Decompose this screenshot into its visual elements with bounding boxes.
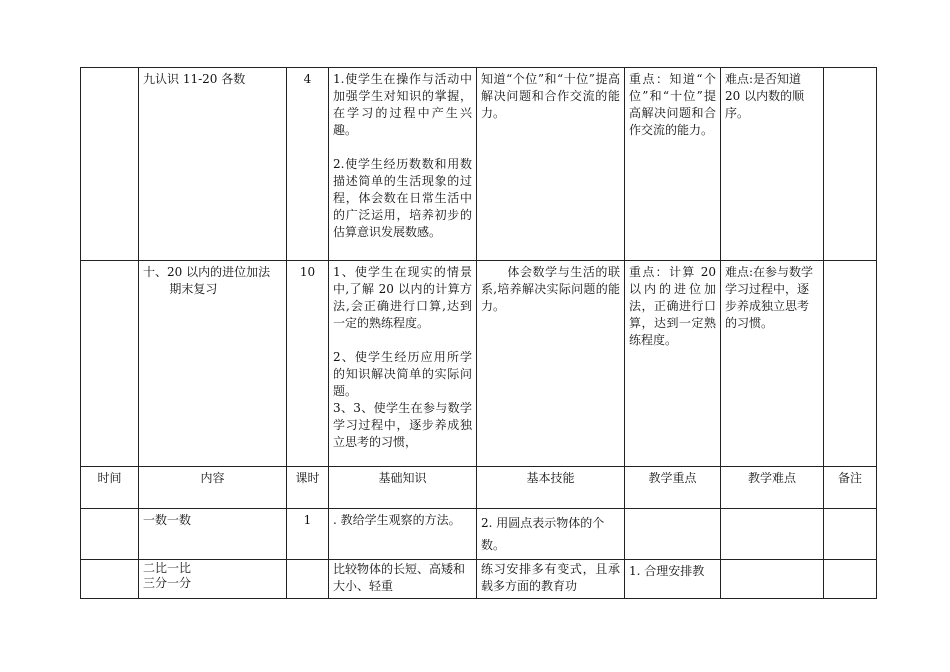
header-difficulty: 教学难点 (721, 467, 824, 509)
table-row (81, 261, 877, 467)
knowledge-cell: 1.使学生在操作与活动中加强学生对知识的掌握，在学习的过程中产生兴趣。 2.使学生经历数数和用数描述简单的生活现象的过程，体会数在日常生活中的广泛运用，培养初步的估算意识发展数感。 (329, 68, 477, 261)
teaching-plan-table (80, 67, 877, 599)
time-cell (81, 560, 139, 599)
key-point-cell: 重点：知道“个位”和“十位”提高解决问题和合作交流的能力。 (625, 68, 721, 261)
skills-cell: 2. 用圆点表示物体的个数。 (477, 509, 625, 560)
time-cell (81, 261, 139, 467)
key-point-cell (625, 509, 721, 560)
table-row (81, 560, 877, 599)
header-row (81, 467, 877, 509)
header-key: 教学重点 (625, 467, 721, 509)
header-content: 内容 (139, 467, 287, 509)
time-cell (81, 68, 139, 261)
skills-cell: 练习安排多有变式，且承载多方面的教育功 (477, 560, 625, 599)
hours-cell: 1 (287, 509, 329, 560)
content-cell: 一数一数 (139, 509, 287, 560)
notes-cell (824, 261, 877, 467)
header-knowledge: 基础知识 (329, 467, 477, 509)
knowledge-cell: . 教给学生观察的方法。 (329, 509, 477, 560)
difficulty-cell: 难点:在参与数学学习过程中，逐步养成独立思考的习惯。 (721, 261, 824, 467)
header-skills: 基本技能 (477, 467, 625, 509)
hours-cell: 4 (287, 68, 329, 261)
difficulty-cell (721, 560, 824, 599)
notes-cell (824, 68, 877, 261)
skills-cell: 体会数学与生活的联系,培养解决实际问题的能力。 (477, 261, 625, 467)
table-row (81, 68, 877, 261)
notes-cell (824, 560, 877, 599)
knowledge-cell: 比较物体的长短、高矮和大小、轻重 (329, 560, 477, 599)
content-cell: 二比一比 三分一分 (139, 560, 287, 599)
key-point-cell: 重点：计算 20 以内的进位加法，正确进行口算，达到一定熟练程度。 (625, 261, 721, 467)
hours-cell: 10 (287, 261, 329, 467)
content-cell: 九认识 11-20 各数 (139, 68, 287, 261)
header-notes: 备注 (824, 467, 877, 509)
hours-cell (287, 560, 329, 599)
skills-cell: 知道“个位”和“十位”提高解决问题和合作交流的能力。 (477, 68, 625, 261)
content-cell: 十、20 以内的进位加法 期末复习 (139, 261, 287, 467)
key-point-cell: 1. 合理安排教 (625, 560, 721, 599)
time-cell (81, 509, 139, 560)
table-row (81, 509, 877, 560)
knowledge-cell: 1、使学生在现实的情景中,了解 20 以内的计算方法,会正确进行口算,达到一定的熟练程度。 2、使学生经历应用所学的知识解决简单的实际问题。 3、3、使学生在参与数学学习过程中，逐步养成独立思考的习惯， (329, 261, 477, 467)
notes-cell (824, 509, 877, 560)
difficulty-cell (721, 509, 824, 560)
header-hours: 课时 (287, 467, 329, 509)
difficulty-cell: 难点:是否知道 20 以内数的顺序。 (721, 68, 824, 261)
header-time: 时间 (81, 467, 139, 509)
